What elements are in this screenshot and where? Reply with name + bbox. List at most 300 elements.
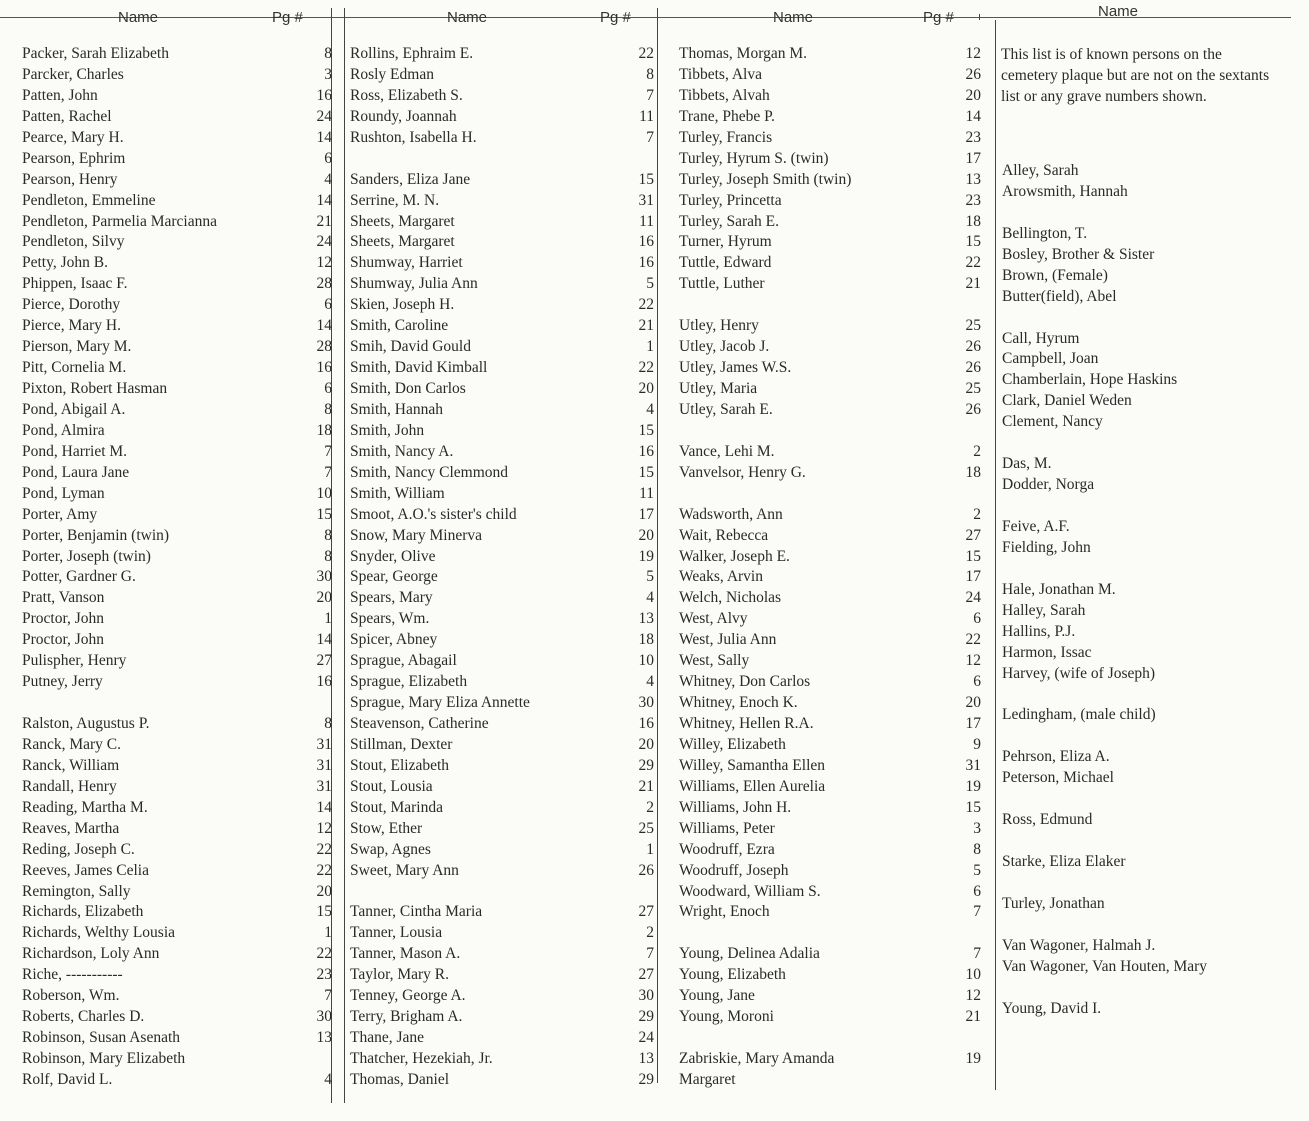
person-name: Turley, Francis (679, 128, 773, 146)
page-number: 26 (965, 338, 981, 356)
page-number: 12 (965, 45, 981, 62)
person-name: Bellington, T. (1002, 224, 1088, 242)
page-number: 8 (324, 400, 332, 418)
person-name: Smith, Nancy Clemmond (350, 463, 509, 481)
person-name: Margaret (679, 1070, 736, 1088)
person-name: Willey, Samantha Ellen (679, 756, 826, 774)
person-name: Pond, Abigail A. (22, 400, 126, 418)
page-number: 19 (965, 1050, 981, 1067)
person-name: Richards, Welthy Lousia (22, 924, 176, 942)
page-number: 1 (646, 840, 654, 858)
person-name: Snow, Mary Minerva (350, 526, 483, 544)
page-number: 20 (638, 735, 654, 753)
person-name: Pitt, Cornelia M. (22, 359, 127, 377)
person-name: Butter(field), Abel (1002, 287, 1117, 305)
person-name: Proctor, John (22, 631, 105, 649)
page-number: 31 (316, 756, 332, 774)
page-number: 6 (324, 149, 332, 167)
person-name: Chamberlain, Hope Haskins (1002, 371, 1178, 389)
page-number: 4 (324, 170, 332, 188)
person-name: Brown, (Female) (1002, 266, 1108, 284)
page-number: 16 (638, 442, 654, 460)
person-name: Ralston, Augustus P. (22, 715, 150, 732)
page-number: 16 (638, 233, 654, 251)
page-number: 13 (638, 610, 654, 628)
page-number: 27 (638, 903, 654, 921)
page-number: 28 (316, 338, 332, 356)
page-number: 30 (316, 1008, 332, 1026)
person-name: Williams, Peter (679, 819, 775, 837)
page-number: 15 (638, 463, 654, 481)
person-name: Whitney, Enoch K. (679, 694, 798, 712)
page-number: 2 (646, 798, 654, 816)
person-name: Whitney, Don Carlos (679, 673, 811, 691)
person-name: Vance, Lehi M. (679, 442, 775, 460)
person-name: Dodder, Norga (1002, 476, 1095, 494)
person-name: Smith, Hannah (350, 400, 443, 418)
person-name: Turner, Hyrum (679, 233, 772, 251)
page-number: 12 (316, 819, 332, 837)
page-number: 8 (324, 547, 332, 565)
page-number: 31 (316, 735, 332, 753)
page-number: 30 (638, 694, 654, 712)
person-name: Halley, Sarah (1002, 601, 1086, 619)
page-number: 15 (965, 798, 981, 816)
person-name: Steavenson, Catherine (350, 715, 489, 732)
page-number: 29 (638, 756, 654, 774)
page-number: 15 (638, 421, 654, 439)
page-number: 7 (973, 903, 981, 921)
person-name: Sheets, Margaret (350, 212, 455, 230)
page-number: 1 (324, 924, 332, 942)
person-name: Sprague, Abagail (350, 652, 457, 670)
page-number: 10 (638, 652, 654, 670)
page-number: 26 (965, 359, 981, 377)
person-name: Williams, John H. (679, 798, 792, 816)
person-name: Proctor, John (22, 610, 105, 628)
person-name: Parcker, Charles (22, 65, 124, 83)
person-name: Richards, Elizabeth (22, 903, 144, 921)
page-number: 8 (324, 526, 332, 544)
page-number: 30 (316, 568, 332, 586)
person-name: Tibbets, Alvah (679, 86, 770, 104)
page-number: 22 (638, 296, 654, 314)
person-name: Rollins, Ephraim E. (350, 45, 474, 62)
person-name: Stout, Lousia (350, 777, 433, 795)
person-name: Stow, Ether (350, 819, 423, 837)
person-name: West, Julia Ann (679, 631, 777, 649)
col2-pg-header: Pg # (600, 9, 631, 26)
page-number: 17 (638, 505, 654, 523)
page-number: 31 (316, 777, 332, 795)
person-name: Thomas, Daniel (350, 1070, 450, 1088)
page-number: 22 (316, 861, 332, 879)
person-name: Weaks, Arvin (679, 568, 763, 586)
page-number: 10 (316, 484, 332, 502)
person-name: Patten, John (22, 86, 98, 104)
page-number: 7 (324, 463, 332, 481)
person-name: Campbell, Joan (1002, 350, 1099, 368)
person-name: Rushton, Isabella H. (350, 128, 477, 146)
person-name: Stillman, Dexter (350, 735, 453, 753)
page-number: 21 (965, 275, 981, 293)
person-name: Smih, David Gould (350, 338, 471, 356)
person-name: Turley, Sarah E. (679, 212, 780, 230)
page-number: 29 (638, 1070, 654, 1088)
page-number: 20 (965, 86, 981, 104)
col2-name-header: Name (447, 9, 488, 26)
person-name: Hallins, P.J. (1002, 622, 1076, 640)
person-name: Williams, Ellen Aurelia (679, 777, 826, 795)
page-number: 31 (638, 191, 654, 209)
person-name: Patten, Rachel (22, 107, 112, 125)
person-name: Rolf, David L. (22, 1070, 113, 1088)
page-number: 15 (316, 903, 332, 921)
person-name: Pond, Almira (22, 421, 105, 439)
page-number: 16 (316, 86, 332, 104)
person-name: Sprague, Elizabeth (350, 673, 468, 691)
person-name: Clark, Daniel Weden (1002, 392, 1132, 410)
person-name: Walker, Joseph E. (679, 547, 790, 565)
person-name: Call, Hyrum (1002, 329, 1080, 347)
page-number: 6 (973, 610, 981, 628)
person-name: Swap, Agnes (350, 840, 431, 858)
divider-2 (344, 8, 345, 1103)
person-name: Ross, Elizabeth S. (350, 86, 463, 104)
divider-3 (657, 8, 658, 1083)
person-name: Spears, Wm. (350, 610, 430, 628)
page-number: 23 (965, 128, 981, 146)
person-name: Pulispher, Henry (22, 652, 127, 670)
page-number: 9 (973, 735, 981, 753)
plaque-note: This list is of known persons on the cemetery plaque but are not on the sextants list or any grave numbers shown. (1001, 46, 1270, 105)
person-name: Porter, Amy (22, 505, 98, 523)
person-name: Harmon, Issac (1002, 643, 1092, 661)
person-name: Young, David I. (1002, 999, 1102, 1017)
page-number: 24 (638, 1029, 654, 1047)
person-name: Richardson, Loly Ann (22, 945, 160, 963)
page-number: 1 (646, 338, 654, 356)
person-name: Ranck, Mary C. (22, 735, 122, 753)
person-name: Sheets, Margaret (350, 233, 455, 251)
person-name: Pearson, Ephrim (22, 149, 126, 167)
page-number: 8 (646, 65, 654, 83)
person-name: Packer, Sarah Elizabeth (22, 45, 169, 62)
person-name: Peterson, Michael (1002, 769, 1114, 787)
person-name: Potter, Gardner G. (22, 568, 136, 586)
person-name: Smith, John (350, 421, 425, 439)
page-number: 12 (965, 652, 981, 670)
person-name: Tanner, Lousia (350, 924, 443, 942)
page-number: 7 (646, 945, 654, 963)
page-number: 25 (965, 380, 981, 397)
person-name: Terry, Brigham A. (350, 1008, 463, 1026)
page-number: 16 (638, 254, 654, 272)
page-number: 25 (965, 317, 981, 335)
person-name: Willey, Elizabeth (679, 735, 786, 753)
page-number: 24 (316, 107, 332, 125)
page-number: 5 (973, 861, 981, 879)
person-name: Turley, Hyrum S. (twin) (679, 149, 829, 167)
person-name: Smith, Don Carlos (350, 380, 466, 397)
person-name: Randall, Henry (22, 777, 117, 795)
person-name: Turley, Princetta (679, 191, 782, 209)
person-name: Das, M. (1002, 455, 1052, 473)
page-number: 21 (316, 212, 332, 230)
page-number: 18 (638, 631, 654, 649)
person-name: Shumway, Harriet (350, 254, 463, 272)
page-number: 13 (638, 1050, 654, 1067)
person-name: Petty, John B. (22, 254, 108, 272)
page-number: 20 (638, 380, 654, 397)
person-name: Reaves, Martha (22, 819, 120, 837)
page-number: 8 (324, 45, 332, 62)
page-number: 27 (965, 526, 981, 544)
person-name: Utley, Maria (679, 380, 758, 397)
person-name: Wright, Enoch (679, 903, 770, 921)
person-name: Young, Moroni (679, 1008, 774, 1026)
person-name: Starke, Eliza Elaker (1002, 852, 1126, 870)
page-number: 11 (639, 212, 654, 230)
page-number: 4 (646, 673, 654, 691)
page-number: 15 (316, 505, 332, 523)
page-number: 27 (638, 966, 654, 984)
page-number: 19 (965, 777, 981, 795)
page-number: 14 (316, 798, 332, 816)
person-name: Shumway, Julia Ann (350, 275, 478, 293)
page-number: 3 (324, 65, 332, 83)
person-name: Harvey, (wife of Joseph) (1002, 664, 1156, 682)
page-number: 17 (965, 715, 981, 732)
person-name: Snyder, Olive (350, 547, 436, 565)
person-name: Reding, Joseph C. (22, 840, 135, 858)
person-name: Thane, Jane (350, 1029, 425, 1047)
page-number: 18 (316, 421, 332, 439)
page-number: 14 (316, 317, 332, 335)
person-name: Pendleton, Emmeline (22, 191, 156, 209)
person-name: Spicer, Abney (350, 631, 438, 649)
page-number: 7 (324, 987, 332, 1005)
person-name: Pendleton, Parmelia Marcianna (22, 212, 217, 230)
person-name: Utley, James W.S. (679, 359, 792, 377)
page-number: 26 (965, 65, 981, 83)
person-name: Pierce, Mary H. (22, 317, 121, 335)
page-number: 12 (965, 987, 981, 1005)
person-name: Arowsmith, Hannah (1002, 182, 1128, 200)
person-name: West, Alvy (679, 610, 748, 628)
page-number: 30 (638, 987, 654, 1005)
page-number: 14 (316, 128, 332, 146)
person-name: Smith, David Kimball (350, 359, 488, 377)
person-name: Robinson, Susan Asenath (22, 1029, 181, 1047)
page-number: 27 (316, 652, 332, 670)
page-number: 5 (646, 568, 654, 586)
person-name: Rosly Edman (350, 65, 434, 83)
person-name: Spears, Mary (350, 589, 433, 607)
page-number: 21 (638, 317, 654, 335)
page-number: 2 (973, 442, 981, 460)
page-number: 13 (316, 1029, 332, 1047)
person-name: Stout, Marinda (350, 798, 443, 816)
page-number: 15 (638, 170, 654, 188)
person-name: Serrine, M. N. (350, 191, 440, 209)
page-number: 20 (316, 882, 332, 900)
person-name: Porter, Benjamin (twin) (22, 526, 170, 544)
col1-pg-header: Pg # (272, 9, 303, 26)
page-number: 29 (638, 1008, 654, 1026)
person-name: Van Wagoner, Halmah J. (1002, 936, 1156, 954)
person-name: Riche, ----------- (22, 966, 123, 984)
person-name: Clement, Nancy (1002, 413, 1103, 431)
page-number: 7 (646, 128, 654, 146)
page-number: 31 (965, 756, 981, 774)
person-name: Alley, Sarah (1002, 162, 1079, 179)
page-number: 16 (316, 673, 332, 691)
page-number: 20 (638, 526, 654, 544)
person-name: Pond, Harriet M. (22, 442, 128, 460)
page-number: 3 (973, 819, 981, 837)
person-name: Thatcher, Hezekiah, Jr. (350, 1050, 493, 1067)
page-number: 17 (965, 149, 981, 167)
person-name: Pearson, Henry (22, 170, 118, 188)
person-name: Roundy, Joannah (350, 107, 457, 125)
page-number: 18 (965, 212, 981, 230)
page-number: 11 (639, 107, 654, 125)
person-name: Ledingham, (male child) (1002, 706, 1156, 724)
person-name: Phippen, Isaac F. (22, 275, 128, 293)
page-number: 20 (316, 589, 332, 607)
page-number: 11 (639, 484, 654, 502)
person-name: Smoot, A.O.'s sister's child (350, 505, 517, 523)
page-number: 14 (316, 631, 332, 649)
person-name: Utley, Jacob J. (679, 338, 770, 356)
page-number: 16 (638, 715, 654, 732)
page-number: 22 (316, 840, 332, 858)
person-name: Hale, Jonathan M. (1002, 580, 1116, 598)
page-number: 19 (638, 547, 654, 565)
person-name: Pierson, Mary M. (22, 338, 132, 356)
page-number: 8 (324, 715, 332, 732)
person-name: Roberson, Wm. (22, 987, 120, 1005)
person-name: Tibbets, Alva (679, 65, 762, 83)
page-number: 7 (973, 945, 981, 963)
person-name: Putney, Jerry (22, 673, 103, 691)
person-name: Zabriskie, Mary Amanda (679, 1050, 835, 1067)
person-name: Wadsworth, Ann (679, 505, 783, 523)
page-number: 25 (638, 819, 654, 837)
page-number: 8 (973, 840, 981, 858)
person-name: Stout, Elizabeth (350, 756, 450, 774)
person-name: Reeves, James Celia (22, 861, 149, 879)
page-number: 20 (965, 694, 981, 712)
person-name: Porter, Joseph (twin) (22, 547, 151, 565)
page-number: 21 (965, 1008, 981, 1026)
person-name: Fielding, John (1002, 538, 1091, 556)
col4-name-header: Name (1098, 3, 1139, 20)
divider-4-top (979, 14, 980, 20)
person-name: Woodward, William S. (679, 882, 821, 900)
person-name: Feive, A.F. (1002, 517, 1070, 535)
person-name: Pearce, Mary H. (22, 128, 124, 146)
page-number: 24 (316, 233, 332, 251)
person-name: Tanner, Cintha Maria (350, 903, 483, 921)
page-number: 17 (965, 568, 981, 586)
page-number: 4 (646, 589, 654, 607)
person-name: Woodruff, Ezra (679, 840, 775, 858)
person-name: Reading, Martha M. (22, 798, 148, 816)
person-name: Sweet, Mary Ann (350, 861, 459, 879)
person-name: Smith, William (350, 484, 445, 502)
page-number: 16 (316, 359, 332, 377)
person-name: Ranck, William (22, 756, 120, 774)
person-name: Skien, Joseph H. (350, 296, 455, 314)
person-name: Young, Elizabeth (679, 966, 786, 984)
person-name: Sprague, Mary Eliza Annette (350, 694, 530, 712)
page-number: 28 (316, 275, 332, 293)
person-name: Thomas, Morgan M. (679, 45, 808, 62)
page-number: 14 (965, 107, 981, 125)
page-number: 1 (324, 610, 332, 628)
page-number: 22 (965, 631, 981, 649)
person-name: Young, Jane (679, 987, 755, 1005)
page-number: 6 (973, 673, 981, 691)
col1-name-header: Name (118, 9, 159, 26)
page-number: 26 (965, 400, 981, 418)
person-name: Tenney, George A. (350, 987, 466, 1005)
page-number: 6 (973, 882, 981, 900)
person-name: Pierce, Dorothy (22, 296, 121, 314)
page-number: 6 (324, 296, 332, 314)
page-number: 26 (638, 861, 654, 879)
person-name: Spear, George (350, 568, 438, 586)
person-name: Pendleton, Silvy (22, 233, 125, 251)
page-number: 23 (965, 191, 981, 209)
page-number: 22 (965, 254, 981, 272)
person-name: Tuttle, Edward (679, 254, 772, 272)
page-number: 22 (638, 45, 654, 62)
page-number: 24 (965, 589, 981, 607)
col3-name-header: Name (773, 9, 814, 26)
page-number: 6 (324, 380, 332, 397)
page-number: 15 (965, 233, 981, 251)
person-name: Remington, Sally (22, 882, 131, 900)
page-number: 22 (638, 359, 654, 377)
person-name: Tuttle, Luther (679, 275, 765, 293)
person-name: Wait, Rebecca (679, 526, 769, 544)
person-name: Pratt, Vanson (22, 589, 105, 607)
page-number: 22 (316, 945, 332, 963)
page-number: 2 (973, 505, 981, 523)
person-name: Van Wagoner, Van Houten, Mary (1002, 957, 1208, 975)
person-name: Robinson, Mary Elizabeth (22, 1050, 186, 1067)
divider-4 (995, 20, 996, 1090)
page-number: 15 (965, 547, 981, 565)
page-number: 2 (646, 924, 654, 942)
page-number: 18 (965, 463, 981, 481)
person-name: Trane, Phebe P. (679, 107, 775, 125)
person-name: West, Sally (679, 652, 750, 670)
page-number: 4 (324, 1070, 332, 1088)
page-number: 7 (646, 86, 654, 104)
person-name: Turley, Jonathan (1002, 894, 1105, 912)
page-number: 21 (638, 777, 654, 795)
person-name: Bosley, Brother & Sister (1002, 245, 1155, 263)
page-number: 7 (324, 442, 332, 460)
person-name: Taylor, Mary R. (350, 966, 450, 984)
person-name: Whitney, Hellen R.A. (679, 715, 814, 732)
person-name: Pehrson, Eliza A. (1002, 748, 1110, 766)
person-name: Welch, Nicholas (679, 589, 782, 607)
